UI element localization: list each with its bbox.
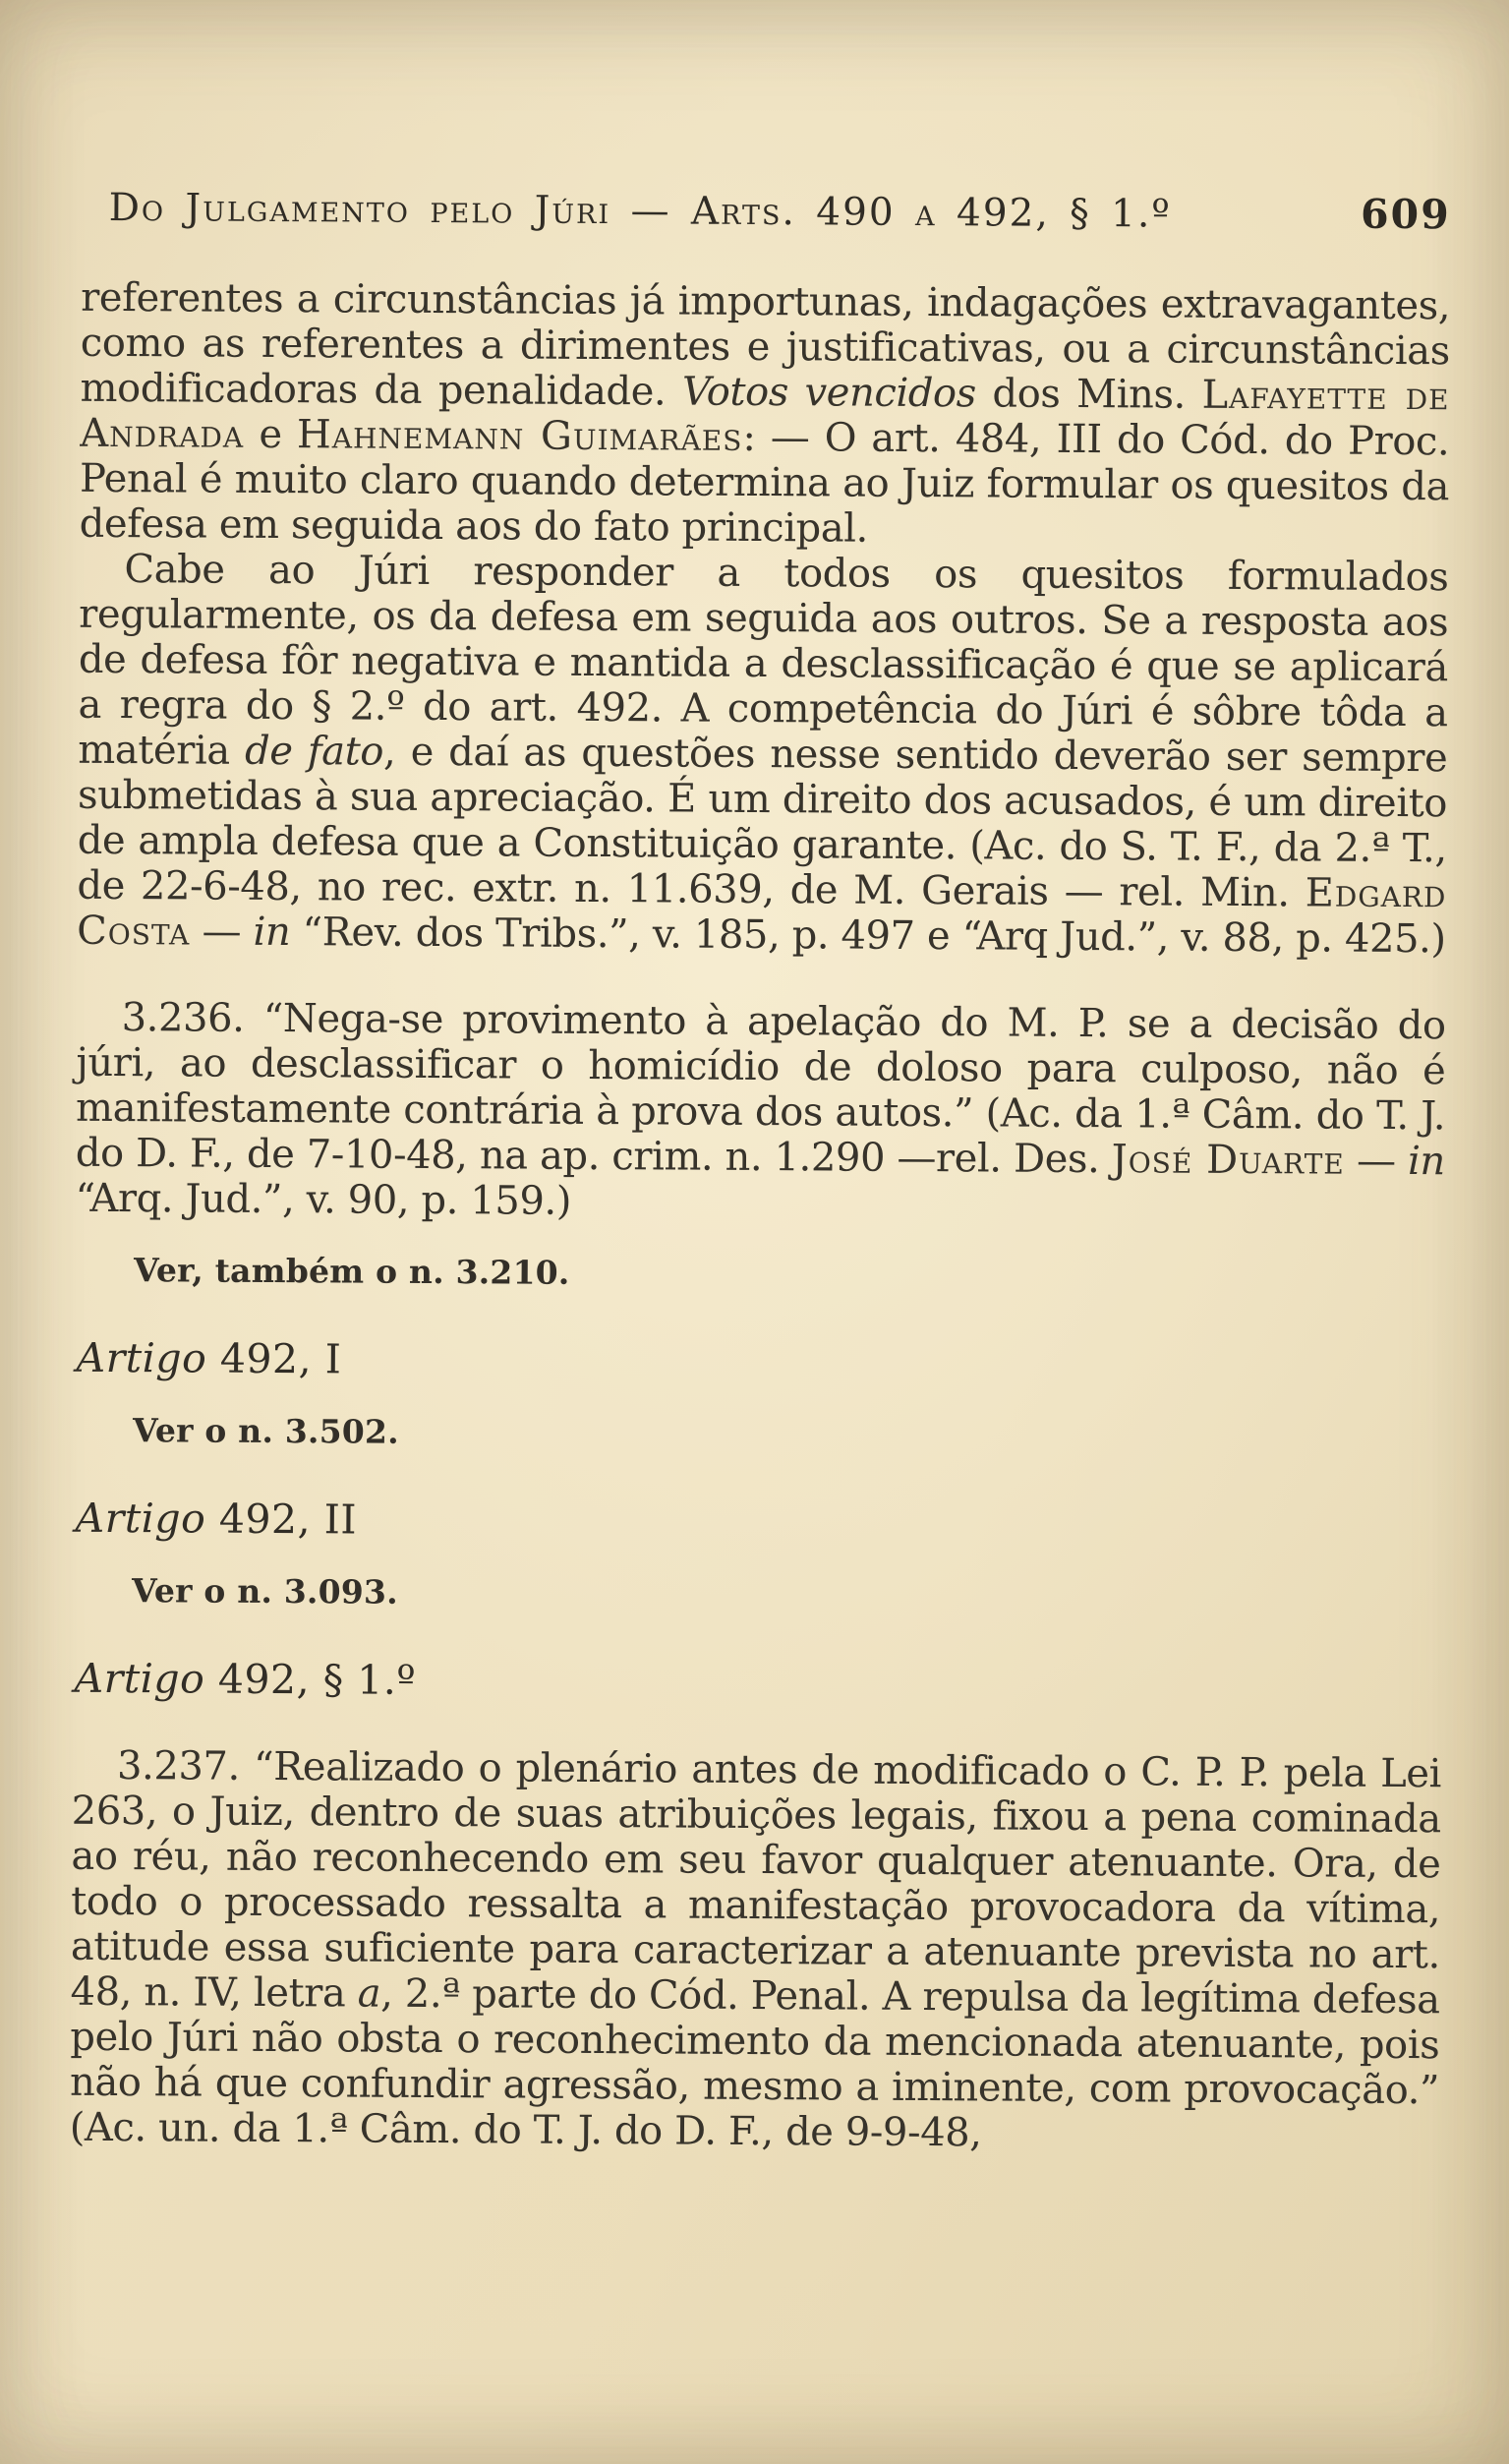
article-heading-492-i [76,1334,1443,1389]
text-run: Lafayette de Andrada [80,372,1450,457]
text-run: 492, § 1.º [204,1655,417,1704]
cross-reference-note: Ver o n. 3.502. [132,1411,399,1451]
cross-reference-note: Ver, também o n. 3.210. [133,1251,570,1292]
text-run: , e daí as questões nesse sentido deverão ser sempre submetidas à sua apreciação. É um direito dos acusados, é um direito de ampla defesa que a Constituição garante. (Ac. do S. T. F., da 2.ª T., de 22-6-48, no rec. extr. n. 11.639, de M. Gerais — rel. Min. [77,729,1448,916]
chapter-title: Do Julgamento pelo Júri — Arts. 490 a 492, § 1.º [108,185,1172,237]
text-run: referentes a circunstâncias já importunas, indagações extravagantes, como as referentes a dirimentes e justificativas, ou a circunstâncias modificadoras da penalidade. [80,274,1451,415]
text-run: Artigo [76,1333,207,1382]
text-run: José Duarte [1111,1137,1345,1184]
text-run: in [1407,1139,1445,1185]
text-run: 3.236. “Nega-se provimento à apelação do M. P. se a decisão do júri, ao desclassificar o homicídio de doloso para culposo, não é manifestamente contrária à prova dos autos.” (Ac. da 1.ª Câm. do T. J. do D. F., de 7-10-48, na ap. crim. n. 1.290 —rel. Des. [75,995,1446,1183]
text-run: dos Mins. [975,371,1202,418]
article-heading-492-p1 [74,1655,1441,1710]
text-run: Hahnemann Guimarães [296,412,743,460]
text-run: — [190,909,254,955]
paragraph-continuation [80,275,1451,556]
text-run: Votos vencidos [681,369,976,417]
text-run: Cabe ao Júri responder a todos os quesitos formulados regularmente, os da defesa em seguida aos outros. Se a resposta aos de defesa fôr negativa e mantida a desclassificação é que se aplicará a regra do § 2.º do art. 492. A competência do Júri é sôbre tôda a matéria [78,547,1449,774]
page-body [70,275,1451,2158]
text-run: — [1344,1138,1409,1185]
text-run: 492, II [205,1495,358,1544]
text-run: “Rev. dos Tribs.”, v. 185, p. 497 e “Arq Jud.”, v. 88, p. 425.) [290,909,1446,963]
paragraph-cabe-ao-juri [77,547,1449,963]
text-run: de fato [244,728,384,775]
cross-reference-note: Ver o n. 3.093. [131,1571,398,1612]
text-run: 492, I [206,1334,342,1383]
page-number: 609 [1360,190,1451,239]
text-run: Artigo [75,1494,206,1543]
article-heading-492-ii [75,1495,1442,1550]
paragraph-3237 [70,1743,1442,2159]
paragraph-3236 [75,995,1445,1230]
text-run: Edgard Costa [77,870,1447,955]
text-run: a [357,1970,381,2017]
text-run: in [253,909,291,956]
text-run: 3.237. “Realizado o plenário antes de modificado o C. P. P. pela Lei 263, o Juiz, dentro de suas atribuições legais, fixou a pena cominada ao réu, não reconhecendo em seu favor qualquer atenuante. Ora, de todo o processado ressalta a manifestação provocadora da vítima, atitude essa suficiente para caracterizar a atenuante prevista no art. 48, n. IV, letra [70,1743,1442,2017]
text-run: “Arq. Jud.”, v. 90, p. 159.) [75,1175,572,1224]
text-run: , 2.ª parte do Cód. Penal. A repulsa da legítima defesa pelo Júri não obsta o reconhecimento da mencionada atenuante, pois não há que confundir agressão, mesmo a iminente, com provocação.” (Ac. un. da 1.ª Câm. do T. J. do D. F., de 9-9-48, [69,1970,1440,2156]
text-run: : — O art. 484, III do Cód. do Proc. Penal é muito claro quando determina ao Juiz formular os quesitos da defesa em seguida aos do fato principal. [79,414,1450,552]
text-run: Artigo [74,1654,205,1703]
text-run: e [243,411,298,458]
running-head [82,183,1451,239]
